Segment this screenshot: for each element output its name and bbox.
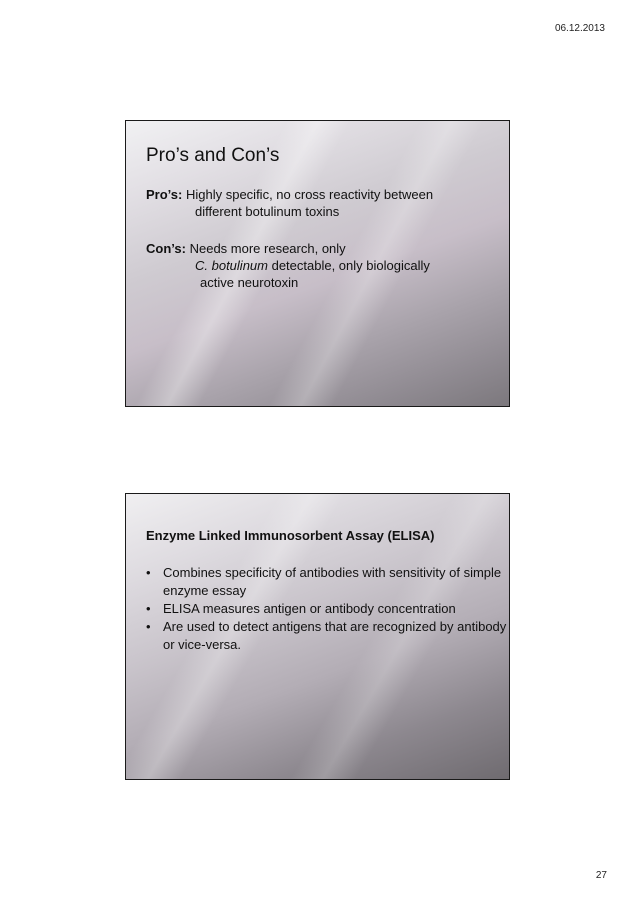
- cons-text-line2: [146, 257, 430, 274]
- slide-title: Pro’s and Con’s: [146, 145, 280, 166]
- slide-elisa: [125, 493, 510, 780]
- page-date: 06.12.2013: [554, 23, 605, 34]
- list-item: [146, 600, 508, 618]
- slide-pros-cons: [125, 120, 510, 407]
- bullet-icon: •: [146, 601, 151, 616]
- pros-block: [146, 186, 433, 220]
- cons-label: Con’s:: [146, 241, 186, 256]
- slide-title: Enzyme Linked Immunosorbent Assay (ELISA): [146, 528, 435, 543]
- bullet-text: Are used to detect antigens that are recognized by antibody or vice-versa.: [163, 619, 507, 652]
- list-item: [146, 564, 508, 600]
- list-item: [146, 618, 508, 654]
- bullet-icon: •: [146, 619, 151, 634]
- bullet-list: [146, 564, 508, 654]
- cons-text-line3: active neurotoxin: [200, 275, 299, 290]
- pros-text-line2: different botulinum toxins: [195, 204, 340, 219]
- cons-text-line2-rest: detectable, only biologically: [267, 258, 430, 273]
- cons-block: [146, 240, 430, 291]
- bullet-text: ELISA measures antigen or antibody concentration: [163, 601, 456, 616]
- pros-text-line1: Highly specific, no cross reactivity between: [185, 187, 434, 202]
- species-name: C. botulinum: [195, 258, 268, 273]
- page-number: 27: [595, 870, 607, 881]
- bullet-text: Combines specificity of antibodies with sensitivity of simple enzyme essay: [163, 565, 502, 598]
- cons-text-line1: Needs more research, only: [189, 241, 346, 256]
- pros-label: Pro’s:: [146, 187, 183, 202]
- bullet-icon: •: [146, 565, 151, 580]
